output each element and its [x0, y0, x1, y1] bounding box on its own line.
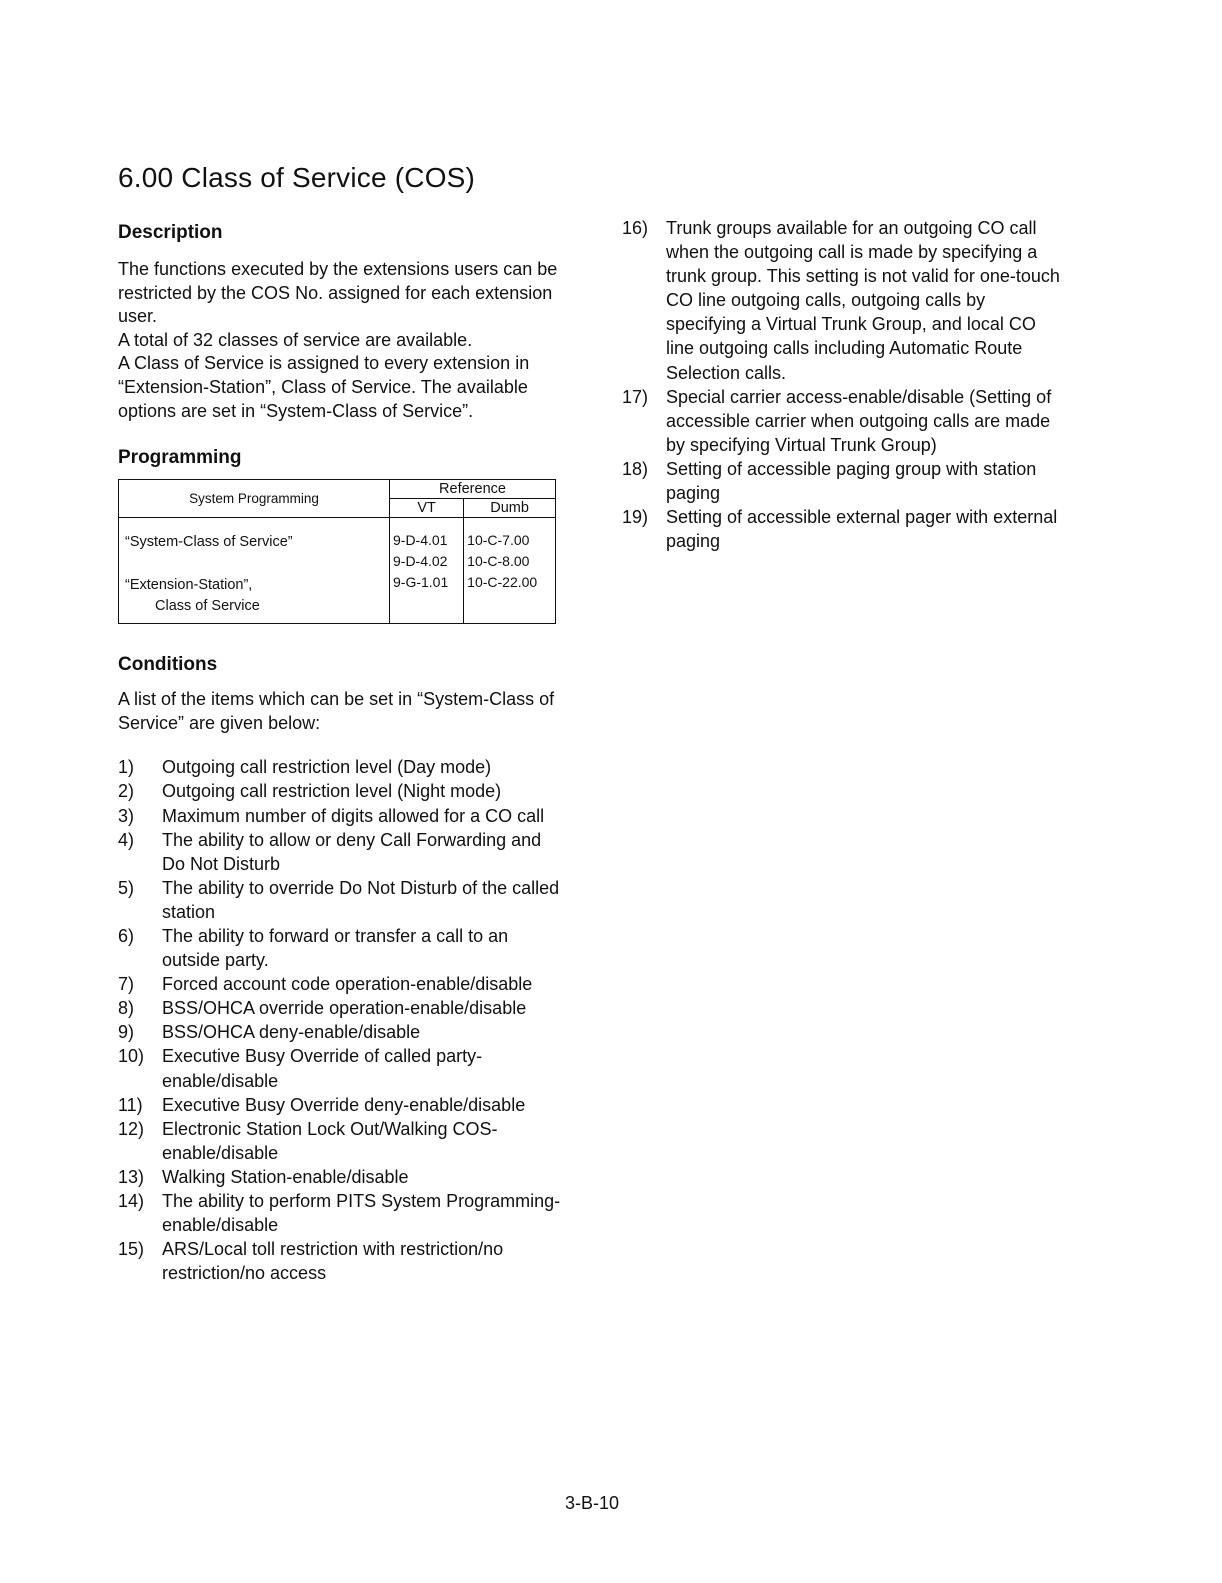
vt-ref: 9-D-4.01 — [393, 532, 448, 549]
list-item: 18) Setting of accessible paging group with station paging — [622, 458, 1037, 504]
table-entry: Class of Service — [155, 598, 260, 615]
vt-ref: 9-G-1.01 — [393, 574, 449, 591]
list-item: 7) Forced account code operation-enable/disable — [118, 974, 533, 995]
list-item: 11) Executive Busy Override deny-enable/disable — [118, 1094, 526, 1115]
conditions-list-continued — [622, 216, 1062, 553]
dumb-cell — [464, 518, 556, 624]
description-paragraph: A Class of Service is assigned to every extension in “Extension-Station”, Class of Service. The available options are set in “System-Class of Service”. — [118, 353, 530, 421]
list-item: 8) BSS/OHCA override operation-enable/disable — [118, 998, 527, 1019]
system-programming-cell — [119, 518, 390, 624]
list-item: 14) The ability to perform PITS System Programming-enable/disable — [118, 1191, 561, 1236]
list-item: 1) Outgoing call restriction level (Day mode) — [118, 757, 492, 778]
list-item: 19) Setting of accessible external pager with external paging — [622, 507, 1058, 552]
list-item: 4) The ability to allow or deny Call Forwarding and Do Not Disturb — [118, 829, 542, 874]
list-item: 9) BSS/OHCA deny-enable/disable — [118, 1022, 421, 1043]
dumb-ref: 10-C-22.00 — [467, 574, 538, 591]
conditions-heading: Conditions — [118, 654, 218, 676]
table-entry: “System-Class of Service” — [125, 534, 293, 551]
reference-header: Reference — [390, 480, 556, 499]
dumb-ref: 10-C-7.00 — [467, 532, 530, 549]
list-item: 2) Outgoing call restriction level (Night mode) — [118, 781, 502, 802]
page-title: 6.00 Class of Service (COS) — [118, 162, 476, 193]
left-column — [118, 222, 568, 1285]
table-entry: “Extension-Station”, — [125, 577, 253, 594]
list-item: 17) Special carrier access-enable/disable (Setting of accessible carrier when outgoing calls are made by specifying Virtual Trunk Group) — [622, 386, 1052, 455]
list-item: 10) Executive Busy Override of called party-enable/disable — [118, 1046, 483, 1091]
right-column — [622, 216, 1062, 553]
list-item: 12) Electronic Station Lock Out/Walking COS-enable/disable — [118, 1118, 498, 1163]
list-item: 6) The ability to forward or transfer a call to an outside party. — [118, 926, 509, 971]
system-programming-header: System Programming — [119, 480, 390, 518]
list-item: 3) Maximum number of digits allowed for a CO call — [118, 805, 545, 826]
list-item: 16) Trunk groups available for an outgoing CO call when the outgoing call is made by specifying a trunk group. This setting is not valid for one-touch CO line outgoing calls, outgoing calls by specifying a Virtual Trunk Group, and local CO line outgoing calls including Automatic Route Selection calls. — [622, 218, 1060, 383]
conditions-intro: A list of the items which can be set in “System-Class of Service” are given below: — [118, 689, 555, 733]
description-paragraph: The functions executed by the extensions users can be restricted by the COS No. assigned for each extension user. — [118, 259, 558, 327]
description-paragraph: A total of 32 classes of service are available. — [118, 329, 473, 350]
dumb-header: Dumb — [464, 499, 556, 518]
list-item: 5) The ability to override Do Not Disturb of the called station — [118, 877, 560, 922]
vt-cell — [390, 518, 464, 624]
dumb-ref: 10-C-8.00 — [467, 553, 530, 570]
page-number: 3-B-10 — [565, 1493, 620, 1513]
list-item: 15) ARS/Local toll restriction with restriction/no restriction/no access — [118, 1239, 504, 1284]
list-item: 13) Walking Station-enable/disable — [118, 1166, 409, 1187]
description-heading: Description — [118, 222, 223, 243]
reference-table — [118, 479, 556, 624]
vt-header: VT — [390, 499, 464, 518]
vt-ref: 9-D-4.02 — [393, 553, 448, 570]
programming-heading: Programming — [118, 447, 242, 469]
conditions-list — [118, 755, 568, 1285]
